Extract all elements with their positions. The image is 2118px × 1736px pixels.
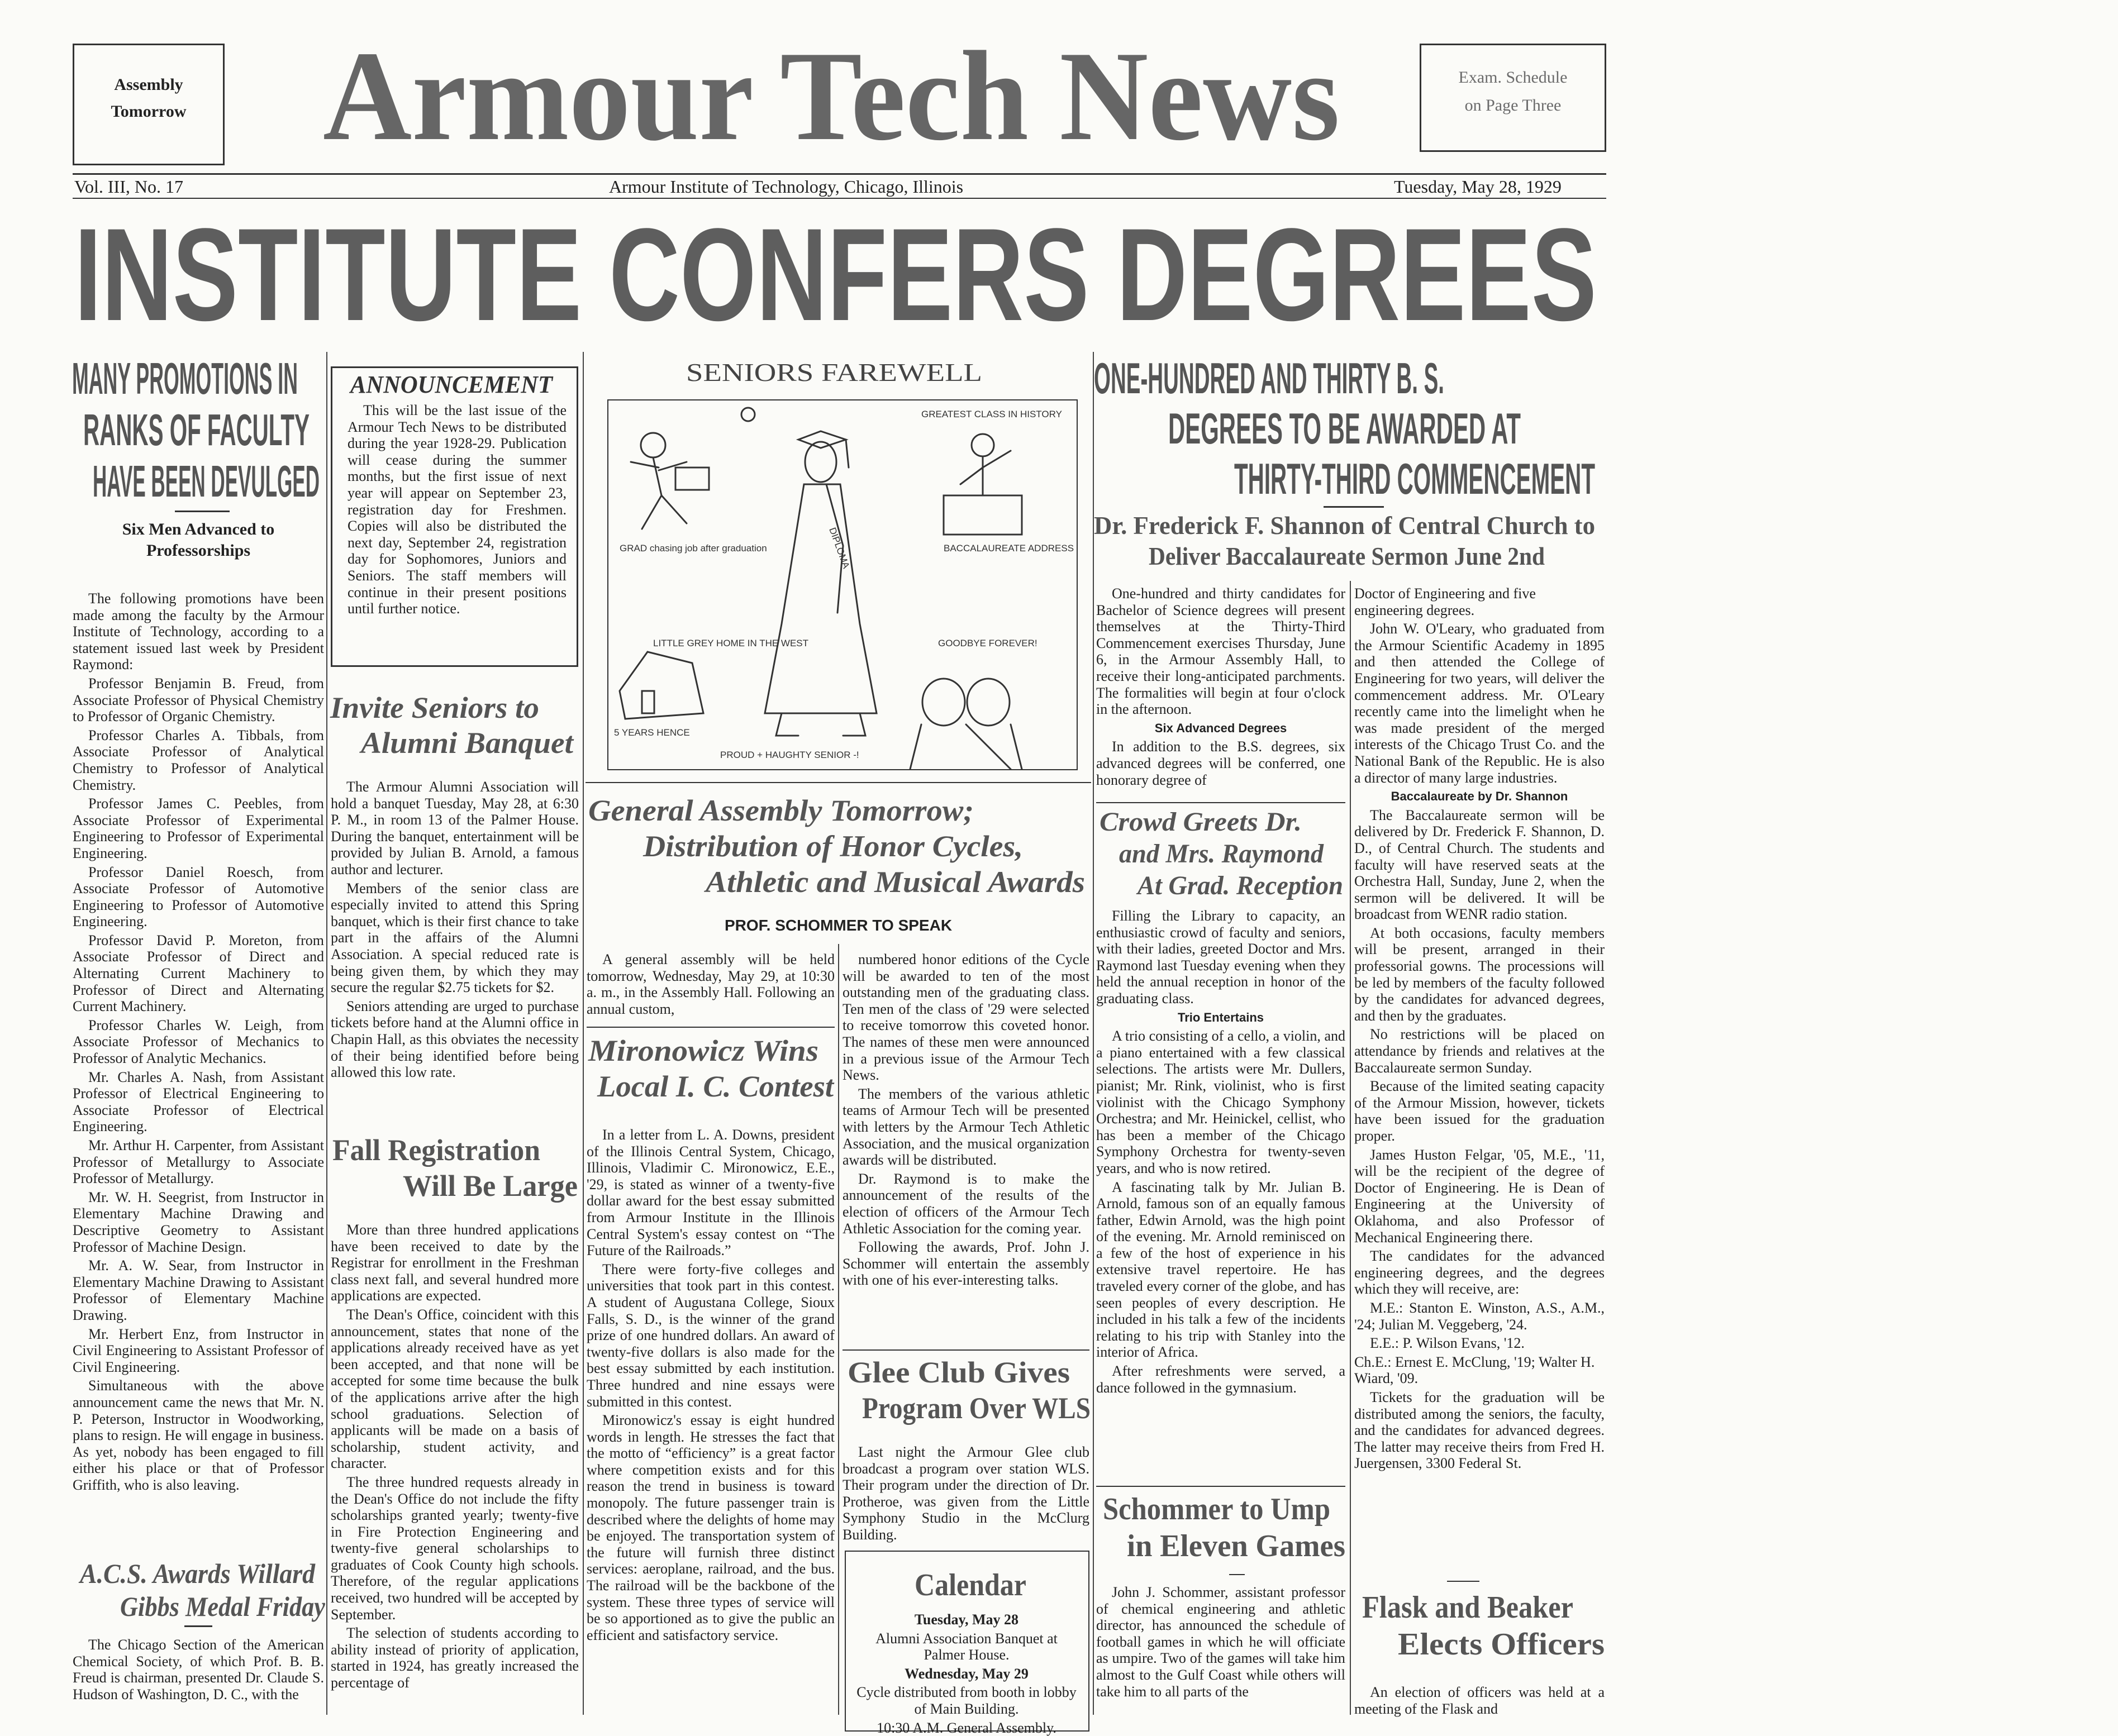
reception-headline-3 [1137,870,1343,902]
glee-headline-1 [848,1355,1070,1390]
paragraph: Because of the limited seating capacity of the Armour Mission, however, tickets have been issued for the graduation proper. [1354,1078,1605,1144]
headline-text: in Eleven Games [1127,1529,1345,1563]
hat-icon [741,408,755,421]
reception-headline-1 [1100,807,1302,838]
schommer-body [1096,1584,1345,1715]
subheading: Trio Entertains [1177,1010,1264,1024]
promotions-subhead-1: Six Men Advanced to [122,520,275,538]
commencement-body-left [1096,585,1345,798]
commencement-subhead-2 [1149,541,1545,571]
divider [175,511,230,512]
paragraph: An election of officers was held at a meeting of the Flask and [1354,1684,1605,1717]
paragraph: John W. O'Leary, who graduated from the Armour Scientific Academy in 1895 and then attended the College of Engineering for two years, will deliver the commencement address. Mr. O'Leary recently came into the limelight when he was made president of the merged interests of the Chicago Trust Co. and the National Bank of the Republic. He is also a director of many large industries. [1354,621,1605,786]
headline-text: and Mrs. Raymond [1119,839,1324,869]
issue-date: Tuesday, May 28, 1929 [1394,177,1562,197]
divider [587,1027,835,1028]
promotions-subhead-2: Professorships [146,541,251,560]
schommer-headline-1 [1103,1491,1330,1527]
headline-text: MANY PROMOTIONS IN [72,354,298,403]
paragraph: A fascinating talk by Mr. Julian B. Arnold, famous son of an equally famous father, Edwin Arnold, was the high point of the evening. Mr. Arnold reminisced on a few of the host of experience in his extensive travel repertoire. He has traveled every corner of the globe, and has seen peoples of every description. He included in his talk a few of the incidents relating to his trip with Stanley into the interior of Africa. [1096,1179,1345,1361]
headline-text: RANKS OF FACULTY [83,405,310,455]
headline-text: Distribution of Honor Cycles, [643,829,1023,863]
singer-head [922,679,965,726]
main-headline [74,199,1597,350]
newspaper-title-text: Armour Tech News [323,25,1340,167]
paragraph: The members of the various athletic teams of Armour Tech will be presented with letters by the Armour Tech Athletic Association, and the musical organization awards will be distributed. [843,1085,1089,1169]
paragraph: Doctor of Engineering and five engineering degrees. [1354,585,1536,618]
assembly-headline-3 [706,865,1085,899]
divider [1229,1574,1245,1575]
divider [1096,802,1345,803]
house-icon [620,652,703,719]
paragraph: Following the awards, Prof. John J. Schommer will entertain the assembly with one of his ever-interesting talks. [843,1239,1089,1289]
headline-text: At Grad. Reception [1137,871,1343,900]
reception-headline-2 [1119,838,1324,870]
paragraph: Mr. Herbert Enz, from Instructor in Civil Engineering to Assistant Professor of Civil Engineering. [73,1325,324,1375]
paragraph: Filling the Library to capacity, an enthusiastic crowd of faculty and seniors, with their ladies, greeted Doctor and Mrs. Raymond last Tuesday evening when they held the annual reception in honor of the graduating class. [1096,908,1345,1007]
paragraph: Members of the senior class are especially invited to attend this Spring banquet, which is their first chance to take part in the affairs of the Alumni Association. A special reduced rate is being given them, by which they may secure the regular $2.75 tickets for $2. [331,880,579,996]
job-sign [675,468,709,490]
reception-body [1096,908,1345,1477]
speaker-body [960,451,1011,495]
paragraph: Professor David P. Moreton, from Associate Professor of Direct and Alternating Current Machinery to Professor of Direct and Alternating Current Machinery. [73,932,324,1015]
paragraph: The Armour Alumni Association will hold a banquet Tuesday, May 28, at 6:30 P. M., in room 13 of the Palmer House. During the banquet, entertainment will be provided by Julian B. Arnold, a famous author and lecturer. [331,779,579,877]
banquet-headline-2 [361,726,573,760]
label-proud-senior: PROUD + HAUGHTY SENIOR -! [720,750,859,760]
headline-text: Program Over WLS [862,1391,1091,1425]
headline-text: Local I. C. Contest [597,1070,834,1103]
paragraph: After refreshments were served, a dance followed in the gymnasium. [1096,1363,1345,1396]
assembly-subhead: PROF. SCHOMMER TO SPEAK [724,917,953,934]
label-goodbye: GOODBYE FOREVER! [938,638,1037,648]
promotions-body [73,590,324,1551]
headline-text: ANNOUNCEMENT [350,371,553,398]
house-door [642,691,654,713]
headline-text: Crowd Greets Dr. [1100,807,1302,837]
label-diploma: DIPLOMA [827,526,852,570]
subheading: Tuesday, May 28 [914,1611,1019,1628]
commencement-body-right [1354,585,1605,1574]
exam-notice-line1: Exam. Schedule [1458,68,1568,87]
divider [586,782,1091,783]
divider [184,1625,212,1627]
flask-body [1354,1684,1605,1715]
commencement-headline-1 [1094,353,1444,403]
main-headline-text: INSTITUTE CONFERS DEGREES [74,201,1597,349]
flask-headline-2 [1398,1627,1605,1662]
acs-headline-2 [120,1590,325,1623]
headline-text: A.C.S. Awards Willard [80,1558,315,1589]
paragraph: At both occasions, faculty members will be present, arranged in their professorial gowns. The processions will be led by members of the faculty followed by the candidates for advanced degrees, and then by the graduates. [1354,924,1605,1024]
paragraph: The three hundred requests already in the Dean's Office do not include the fifty scholarships granted yearly; twenty-five in Fire Protection Engineering and twenty-five general scholarships to graduates of Cook County high schools. Therefore, of the regular applications received, two hundred will be accepted by September. [331,1473,579,1623]
paragraph: Professor Daniel Roesch, from Associate Professor of Automotive Engineering to Professor of Automotive Engineering. [73,864,324,930]
assembly-notice-line1: Assembly [114,75,183,94]
paragraph: M.E.: Stanton E. Winston, A.S., A.M., '24; Julian M. Veggeberg, '24. [1354,1299,1605,1333]
divider [843,1349,1089,1351]
headline-text: Athletic and Musical Awards [706,865,1085,899]
headline-text: Mironowicz Wins [588,1034,818,1067]
paragraph: The Dean's Office, coincident with this announcement, states that none of the applications already received have as yet been accepted, and that none will be accepted for some time because the bulk of the applications arrive after the high school graduations. Selection of applicants will be made on a basis of scholarship, student activity, and character. [331,1306,579,1472]
paragraph: Mironowicz's essay is eight hundred words in length. He stresses the fact that the motto of “efficiency” is a great factor where competition exists and for this reason the trend in business is toward monopoly. The future passenger train is described where the delights of home may be enjoyed. The transportation system of the future will furnish three distinct services: aeroplane, railroad, and the bus. The railroad will be the backbone of the system. These three types of service will be so apportioned as to give the public an efficient and satisfactory service. [587,1412,835,1643]
paragraph: Seniors attending are urged to purchase tickets before hand at the Alumni office in Chapin Hall, as this obviates the necessity of their being identified before being allowed this low rate. [331,998,579,1081]
commencement-headline-2 [1168,403,1521,454]
column-rule [1350,581,1351,1715]
exam-notice-line2: on Page Three [1464,96,1562,115]
podium-icon [944,495,1022,535]
newspaper-title [323,22,1340,170]
paragraph: Simultaneous with the above announcement came the news that Mr. N. P. Peterson, Instructor in Woodworking, plans to resign. He will engage in business. As yet, nobody has been engaged to fill either his place or that of Professor Griffith, who is also leaving. [73,1377,324,1493]
headline-text: Alumni Banquet [361,726,573,760]
registration-body [331,1222,579,1715]
paragraph: A trio consisting of a cello, a violin, and a piano entertained with a few classical selections. The artists were Mr. Dullers, pianist; Mr. Rink, violinist, who is first violinist with the Chicago Symphony Orchestra; and Mr. Heinickel, cellist, who has been a member of the Chicago Symphony Orchestra for twenty-seven years, and who is now retired. [1096,1028,1345,1176]
paragraph: numbered honor editions of the Cycle will be awarded to ten of the most outstanding men of the graduating class. Ten men of the class of '29 were selected to receive tomorrow this coveted honor. The names of these men were announced in a previous issue of the Armour Tech News. [843,951,1089,1084]
headline-text: HAVE BEEN DEVULGED [93,456,320,506]
paragraph: In addition to the B.S. degrees, six advanced degrees will be conferred, one honorary degree of [1096,738,1345,788]
paragraph: E.E.: P. Wilson Evans, '12. [1370,1335,1525,1352]
divider [1447,1581,1479,1582]
flask-headline-1 [1362,1590,1573,1625]
headline-text: Deliver Baccalaureate Sermon June 2nd [1149,542,1545,570]
headline-text: SENIORS FAREWELL [686,358,982,387]
promotions-headline-3 [93,456,320,507]
subheading: Baccalaureate by Dr. Shannon [1391,789,1568,804]
graduate-gown [765,484,877,713]
paragraph: Tickets for the graduation will be distributed among the seniors, the faculty, and the candidates for advanced degrees. The latter may receive theirs from Fred H. Juergensen, 3300 Federal St. [1354,1389,1605,1472]
announcement-body [348,402,567,659]
headline-text: Glee Club Gives [848,1356,1070,1389]
paragraph: 10:30 A.M. General Assembly. [877,1719,1056,1736]
banquet-headline-1 [330,690,539,725]
paragraph: Professor Benjamin B. Freud, from Associate Professor of Physical Chemistry to Professor of Organic Chemistry. [73,675,324,725]
registration-headline-2 [403,1169,578,1203]
calendar-entries [855,1611,1078,1736]
banquet-body [331,779,579,1114]
paragraph: One-hundred and thirty candidates for Bachelor of Science degrees will present themselves at the Thirty-Third Commencement exercises Thursday, June 6, in the Armour Assembly Hall, to receive their long-anticipated parchments. The formalities will begin at four o'clock in the afternoon. [1096,585,1345,718]
column-rule [1093,352,1094,1715]
glee-headline-2 [862,1391,1091,1425]
headline-text: Gibbs Medal Friday [120,1591,325,1622]
paragraph: There were forty-five colleges and universities that took part in this contest. A student of Augustana College, Sioux Falls, S. D., is the winner of the grand prize of one hundred dollars. An award of twenty-five dollars is also made for the best essay submitted by each institution. Three hundred and nine essays were submitted in this contest. [587,1261,835,1410]
paragraph: Mr. Arthur H. Carpenter, from Assistant Professor of Metallurgy to Associate Professor of Metallurgy. [73,1137,324,1187]
volume-number: Vol. III, No. 17 [74,177,183,197]
headline-text: Invite Seniors to [330,691,539,724]
headline-text: Dr. Frederick F. Shannon of Central Church to [1094,511,1595,540]
assembly-headline-1 [588,793,974,828]
mironowicz-body [587,1127,835,1715]
paragraph: In a letter from L. A. Downs, president of the Illinois Central System, Chicago, Illinois, Vladimir C. Mironowicz, E.E., '29, is stated as winner of a twenty-five dollar award for the best essay submitted from Armour Institute in the Illinois Central System's essay contest on “The Future of the Railroads.” [587,1127,835,1259]
paragraph: No restrictions will be placed on attendance by friends and relatives at the Baccalaureate sermon Sunday. [1354,1026,1605,1076]
divider [1096,1486,1345,1487]
paragraph: The Chicago Section of the American Chemical Society, of which Prof. B. B. Freud is chairman, presented Dr. Claude S. Hudson of Washington, D. C., with the [73,1637,324,1702]
label-baccalaureate: BACCALAUREATE ADDRESS [944,543,1074,554]
paragraph: Professor Charles A. Tibbals, from Associate Professor of Analytical Chemistry to Professor of Analytical Chemistry. [73,727,324,793]
label-years-hence: 5 YEARS HENCE [614,727,690,738]
headline-text: Flask and Beaker [1362,1590,1573,1625]
subheading: Wednesday, May 29 [905,1665,1029,1682]
paragraph: The following promotions have been made among the faculty by the Armour Institute of Technology, according to a statement issued last week by President Raymond: [73,590,324,673]
headline-text: ONE-HUNDRED AND THIRTY B. S. [1094,354,1444,403]
assembly-notice-line2: Tomorrow [111,102,187,121]
running-man-head [641,433,665,457]
cartoon-title [686,357,982,387]
column-rule [583,352,584,1715]
registration-headline-1 [332,1133,540,1167]
paragraph: Professor James C. Peebles, from Associate Professor of Experimental Engineering to Professor of Experimental Engineering. [73,795,324,861]
paragraph: James Huston Felgar, '05, M.E., '11, will be the recipient of the degree of Doctor of Engineering. He is Dean of Engineering at the University of Oklahoma, and also Professor of Mechanical Engineering there. [1354,1146,1605,1246]
headline-text: THIRTY-THIRD COMMENCEMENT [1234,454,1595,503]
masthead-rule-top [73,173,1606,175]
column-rule [838,944,839,1715]
paragraph: Mr. A. W. Sear, from Instructor in Elementary Machine Drawing to Assistant Professor of Elementary Machine Drawing. [73,1257,324,1323]
assembly-body-right [843,951,1089,1342]
paragraph: Mr. W. H. Seegrist, from Instructor in Elementary Machine Drawing and Descriptive Geometry to Assistant Professor of Machine Design. [73,1189,324,1255]
mironowicz-headline-1 [588,1033,818,1068]
mortarboard-icon [798,431,846,448]
calendar-title [915,1567,1026,1603]
subheading: Six Advanced Degrees [1154,721,1287,735]
paragraph: Mr. Charles A. Nash, from Assistant Professor of Electrical Engineering to Associate Professor of Electrical Engineering. [73,1069,324,1135]
label-greatest-class: GREATEST CLASS IN HISTORY [921,409,1062,419]
headline-text: Calendar [915,1568,1026,1603]
paragraph: A general assembly will be held tomorrow, Wednesday, May 29, at 10:30 a. m., in the Assembly Hall. Following an annual custom, [587,951,835,1017]
paragraph: Professor Charles W. Leigh, from Associate Professor of Mechanics to Professor of Analytic Mechanics. [73,1017,324,1067]
announcement-title [350,370,553,399]
paragraph: Alumni Association Banquet at Palmer House. [875,1630,1058,1663]
headline-text: Elects Officers [1398,1627,1605,1662]
singer-bodies [910,724,1022,769]
masthead-rule-bottom [73,198,1606,199]
label-little-home: LITTLE GREY HOME IN THE WEST [653,638,809,648]
singer-head [967,679,1010,726]
acs-body [73,1637,324,1715]
promotions-headline-1 [72,353,298,404]
headline-text: Schommer to Ump [1103,1492,1330,1527]
paragraph: This will be the last issue of the Armour Tech News to be distributed during the year 1928-29. Publication will cease during the summer months, but the first issue of next year will appear on September 23, registration day for Freshmen. Copies will also be distributed the next day, September 24, registration day for Sophomores, Juniors and Seniors. The staff members will continue in their present positions until further notice. [348,402,567,617]
paragraph: Last night the Armour Glee club broadcast a program over station WLS. Their program under the direction of Dr. Protheroe, was given from the Little Symphony Studio in the McClurg Building. [843,1444,1089,1543]
headline-text: General Assembly Tomorrow; [588,794,974,827]
glee-body [843,1444,1089,1543]
column-rule [326,352,327,1715]
divider [1324,506,1384,508]
speaker-head [972,434,994,456]
paragraph: John J. Schommer, assistant professor of chemical engineering and athletic director, has announced the schedule of football games in which he will officiate as umpire. Two of the games will take him almost to the Gulf Coast while others will take him to all parts of the [1096,1584,1345,1700]
headline-text: DEGREES TO BE AWARDED AT [1168,404,1521,453]
paragraph: The selection of students according to ability instead of priority of application, started in 1924, has greatly increased the percentage of [331,1625,579,1691]
headline-text: Fall Registration [332,1133,540,1167]
paragraph: More than three hundred applications have been received to date by the Registrar for enrollment in the Freshman class next fall, and several hundred more applications are expected. [331,1222,579,1304]
paragraph: The Baccalaureate sermon will be delivered by Dr. Frederick F. Shannon, D. D., of Central Church. The students and faculty will have reserved seats at the Orchestra Hall, Sunday, June 2, when the sermon will be delivered. It will be broadcast from WENR radio station. [1354,807,1605,923]
paragraph: Ch.E.: Ernest E. McClung, '19; Walter H. Wiard, '09. [1354,1353,1595,1387]
assembly-body-left [587,951,835,1018]
paragraph: The candidates for the advanced engineering degrees, and the degrees which they will receive, are: [1354,1248,1605,1298]
tassel [846,440,849,468]
schommer-headline-2 [1127,1528,1345,1564]
label-grad-chasing: GRAD chasing job after graduation [620,543,767,554]
acs-headline-1 [80,1557,315,1590]
promotions-headline-2 [83,404,310,456]
assembly-headline-2 [643,829,1023,864]
seniors-farewell-cartoon [608,400,1077,769]
paragraph: Cycle distributed from booth in lobby of Main Building. [856,1684,1077,1717]
paragraph: Dr. Raymond is to make the announcement of the results of the election of officers of the Armour Tech Athletic Association for the coming year. [843,1170,1089,1237]
headline-text: Will Be Large [403,1169,578,1203]
commencement-headline-3 [1234,454,1595,504]
commencement-subhead-1 [1094,511,1595,540]
publisher-line: Armour Institute of Technology, Chicago, Illinois [609,177,964,197]
graduate-feet [776,713,865,736]
mironowicz-headline-2 [597,1069,834,1104]
